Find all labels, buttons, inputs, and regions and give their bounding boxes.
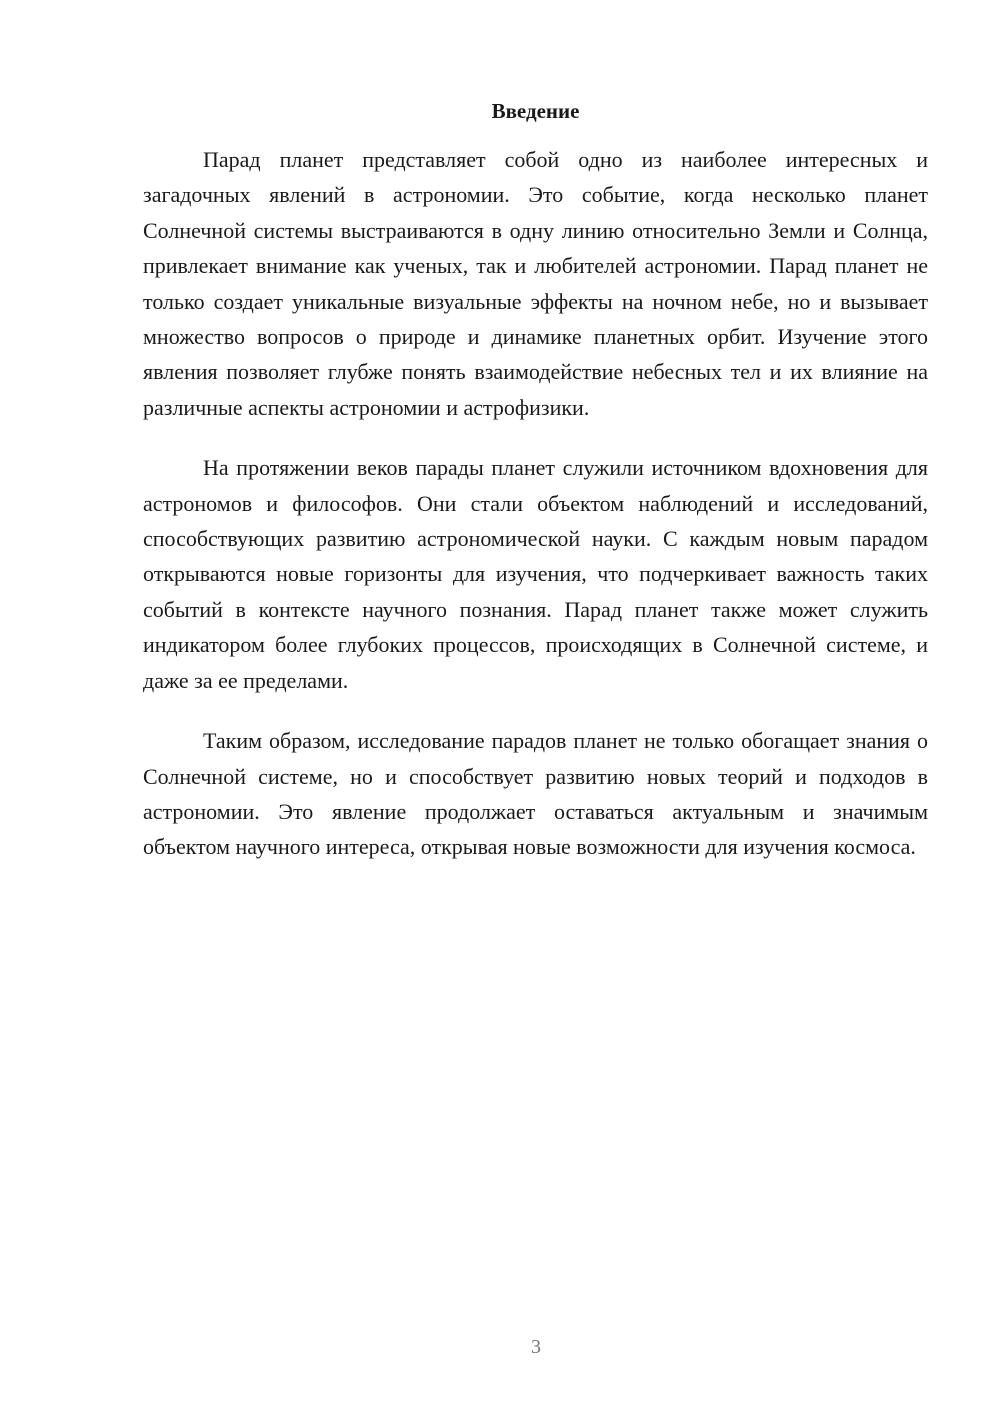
- body-text: [143, 142, 928, 890]
- section-heading: Введение: [491, 99, 580, 123]
- paragraph-3: Таким образом, исследование парадов планет не только обогащает знания о Солнечной системе, но и способствует развитию новых теорий и подходов в астрономии. Это явление продолжает оставаться актуальным и значимым объектом научного интереса, открывая новые возможности для изучения космоса.: [143, 728, 928, 860]
- paragraph-2: На протяжении веков парады планет служили источником вдохновения для астрономов и философов. Они стали объектом наблюдений и исследований, способствующих развитию астрономической науки. С каждым новым парадом открываются новые горизонты для изучения, что подчеркивает важность таких событий в контексте научного познания. Парад планет также может служить индикатором более глубоких процессов, происходящих в Солнечной системе, и даже за ее пределами.: [143, 455, 928, 693]
- paragraph-1: Парад планет представляет собой одно из наиболее интересных и загадочных явлений в астрономии. Это событие, когда несколько планет Солнечной системы выстраиваются в одну линию относительно Земли и Солнца, привлекает внимание как ученых, так и любителей астрономии. Парад планет не только создает уникальные визуальные эффекты на ночном небе, но и вызывает множество вопросов о природе и динамике планетных орбит. Изучение этого явления позволяет глубже понять взаимодействие небесных тел и их влияние на различные аспекты астрономии и астрофизики.: [143, 147, 928, 420]
- page-number: 3: [531, 1336, 541, 1358]
